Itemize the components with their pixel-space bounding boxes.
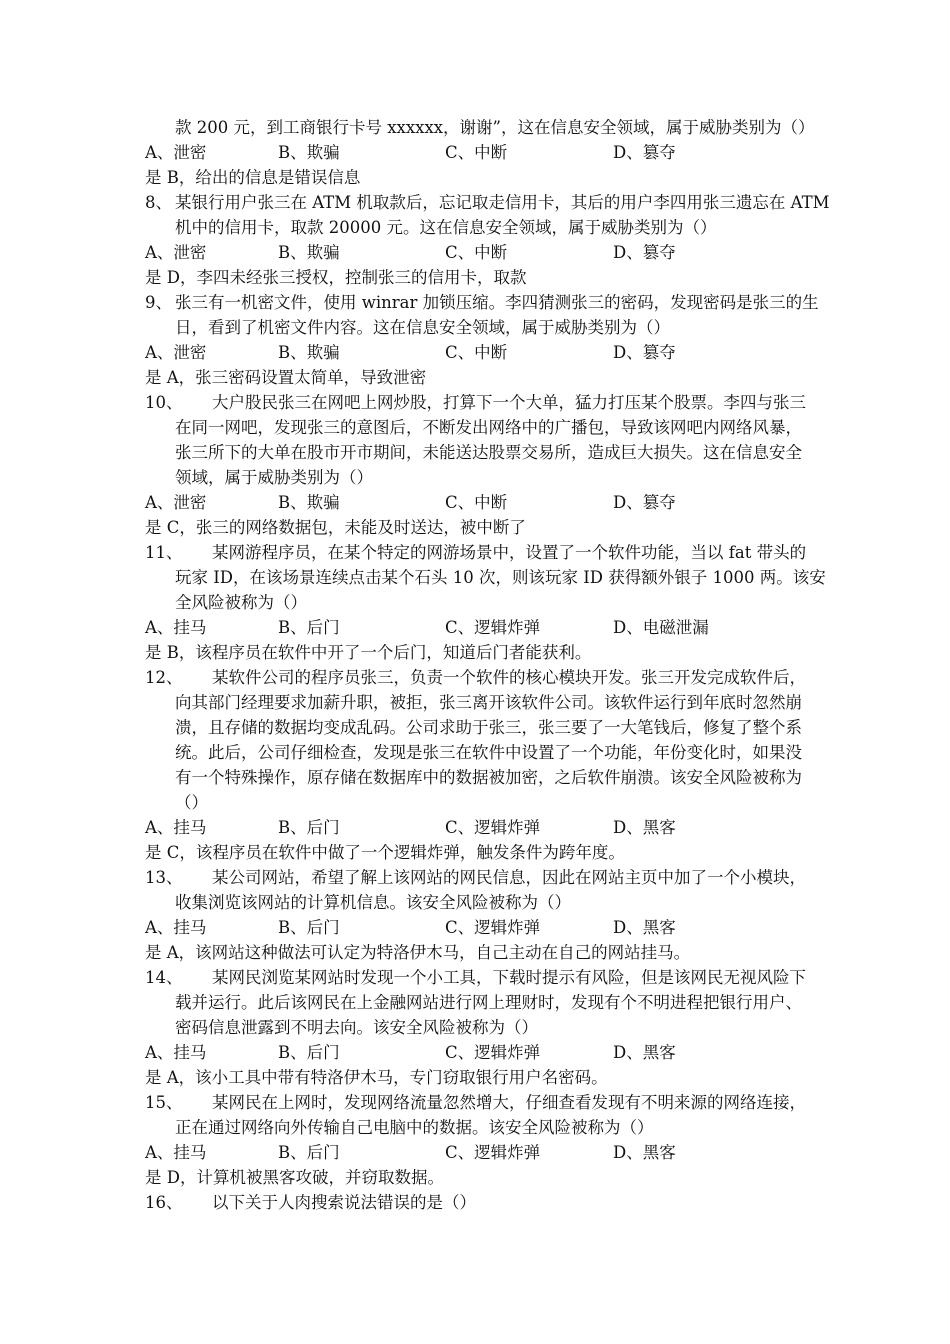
answer-13: 是 A，该网站这种做法可认定为特洛伊木马，自己主动在自己的网站挂马。 <box>145 943 691 962</box>
option-b: B、后门 <box>278 1143 340 1162</box>
question-15-line-2: 正在通过网络向外传输自己电脑中的数据。该安全风险被称为（） <box>175 1118 654 1137</box>
answer-9: 是 A，张三密码设置太简单，导致泄密 <box>145 368 427 387</box>
option-a: A、泄密 <box>145 243 207 262</box>
question-9-number: 9、 <box>145 293 172 312</box>
answer-12: 是 C，该程序员在软件中做了一个逻辑炸弹，触发条件为跨年度。 <box>145 843 625 862</box>
answer-15: 是 D，计算机被黑客攻破，并窃取数据。 <box>145 1168 444 1187</box>
option-d: D、黑客 <box>613 818 676 837</box>
option-d: D、黑客 <box>613 1143 676 1162</box>
question-14-line-2: 载并运行。此后该网民在上金融网站进行网上理财时，发现有个不明进程把银行用户、 <box>175 993 802 1012</box>
option-c: C、中断 <box>445 243 508 262</box>
question-11-line-3: 全风险被称为（） <box>175 593 307 612</box>
question-14-line-3: 密码信息泄露到不明去向。该安全风险被称为（） <box>175 1018 538 1037</box>
question-12-line-5: 有一个特殊操作，原存储在数据库中的数据被加密，之后软件崩溃。该安全风险被称为 <box>175 768 802 787</box>
question-10-line-1: 大户股民张三在网吧上网炒股，打算下一个大单，猛力打压某个股票。李四与张三 <box>212 393 806 412</box>
question-12-line-2: 向其部门经理要求加薪升职，被拒，张三离开该软件公司。该软件运行到年底时忽然崩 <box>175 693 802 712</box>
option-b: B、欺骗 <box>278 343 340 362</box>
option-c: C、中断 <box>445 493 508 512</box>
option-b: B、欺骗 <box>278 243 340 262</box>
question-13-number: 13、 <box>145 868 183 887</box>
question-16-number: 16、 <box>145 1193 183 1212</box>
option-d: D、电磁泄漏 <box>613 618 709 637</box>
question-12-line-6: （） <box>175 793 208 812</box>
question-10-line-2: 在同一网吧，发现张三的意图后，不断发出网络中的广播包，导致该网吧内网络风暴， <box>175 418 802 437</box>
question-8-line-1: 某银行用户张三在 ATM 机取款后，忘记取走信用卡，其后的用户李四用张三遗忘在 ATM <box>175 193 830 212</box>
option-b: B、欺骗 <box>278 143 340 162</box>
option-d: D、篡夺 <box>613 343 676 362</box>
question-9-line-2: 日，看到了机密文件内容。这在信息安全领域，属于威胁类别为（） <box>175 318 670 337</box>
option-a: A、挂马 <box>145 1043 207 1062</box>
question-11-number: 11、 <box>145 543 183 562</box>
option-a: A、挂马 <box>145 918 207 937</box>
option-c: C、逻辑炸弹 <box>445 618 541 637</box>
question-12-line-3: 溃，且存储的数据均变成乱码。公司求助于张三，张三要了一大笔钱后，修复了整个系 <box>175 718 802 737</box>
question-14-line-1: 某网民浏览某网站时发现一个小工具，下载时提示有风险，但是该网民无视风险下 <box>212 968 806 987</box>
option-c: C、中断 <box>445 143 508 162</box>
option-d: D、篡夺 <box>613 243 676 262</box>
option-a: A、挂马 <box>145 618 207 637</box>
question-11-line-1: 某网游程序员，在某个特定的网游场景中，设置了一个软件功能，当以 fat 带头的 <box>212 543 807 562</box>
question-10-number: 10、 <box>145 393 183 412</box>
answer-14: 是 A，该小工具中带有特洛伊木马，专门窃取银行用户名密码。 <box>145 1068 608 1087</box>
answer-11: 是 B，该程序员在软件中开了一个后门，知道后门者能获利。 <box>145 643 592 662</box>
question-16-line-1: 以下关于人肉搜索说法错误的是（） <box>212 1193 476 1212</box>
option-a: A、泄密 <box>145 143 207 162</box>
question-12-line-1: 某软件公司的程序员张三，负责一个软件的核心模块开发。张三开发完成软件后， <box>212 668 806 687</box>
question-10-line-3: 张三所下的大单在股市开市期间，未能送达股票交易所，造成巨大损失。这在信息安全 <box>175 443 802 462</box>
answer-10: 是 C，张三的网络数据包，未能及时送达，被中断了 <box>145 518 526 537</box>
option-d: D、黑客 <box>613 1043 676 1062</box>
option-b: B、后门 <box>278 918 340 937</box>
question-13-line-2: 收集浏览该网站的计算机信息。该安全风险被称为（） <box>175 893 571 912</box>
option-d: D、篡夺 <box>613 493 676 512</box>
answer-7: 是 B，给出的信息是错误信息 <box>145 168 361 187</box>
option-b: B、后门 <box>278 818 340 837</box>
option-a: A、挂马 <box>145 1143 207 1162</box>
option-c: C、逻辑炸弹 <box>445 1043 541 1062</box>
option-b: B、欺骗 <box>278 493 340 512</box>
option-d: D、黑客 <box>613 918 676 937</box>
option-a: A、挂马 <box>145 818 207 837</box>
option-a: A、泄密 <box>145 343 207 362</box>
option-c: C、逻辑炸弹 <box>445 1143 541 1162</box>
question-10-line-4: 领域，属于威胁类别为（） <box>175 468 373 487</box>
question-9-line-1: 张三有一机密文件，使用 winrar 加锁压缩。李四猜测张三的密码，发现密码是张三的生 <box>175 293 819 312</box>
option-b: B、后门 <box>278 1043 340 1062</box>
question-15-number: 15、 <box>145 1093 183 1112</box>
question-13-line-1: 某公司网站，希望了解上该网站的网民信息，因此在网站主页中加了一个小模块， <box>212 868 806 887</box>
question-8-number: 8、 <box>145 193 172 212</box>
option-b: B、后门 <box>278 618 340 637</box>
option-c: C、逻辑炸弹 <box>445 918 541 937</box>
question-7-tail: 款 200 元，到工商银行卡号 xxxxxx，谢谢”，这在信息安全领域，属于威胁类别为（） <box>175 118 815 137</box>
option-c: C、中断 <box>445 343 508 362</box>
question-12-number: 12、 <box>145 668 183 687</box>
option-a: A、泄密 <box>145 493 207 512</box>
question-8-line-2: 机中的信用卡，取款 20000 元。这在信息安全领域，属于威胁类别为（） <box>175 218 717 237</box>
question-14-number: 14、 <box>145 968 183 987</box>
option-d: D、篡夺 <box>613 143 676 162</box>
answer-8: 是 D，李四未经张三授权，控制张三的信用卡，取款 <box>145 268 527 287</box>
question-12-line-4: 统。此后，公司仔细检查，发现是张三在软件中设置了一个功能，年份变化时，如果没 <box>175 743 802 762</box>
question-11-line-2: 玩家 ID，在该场景连续点击某个石头 10 次，则该玩家 ID 获得额外银子 1000 两。该安 <box>175 568 826 587</box>
option-c: C、逻辑炸弹 <box>445 818 541 837</box>
question-15-line-1: 某网民在上网时，发现网络流量忽然增大，仔细查看发现有不明来源的网络连接， <box>212 1093 806 1112</box>
